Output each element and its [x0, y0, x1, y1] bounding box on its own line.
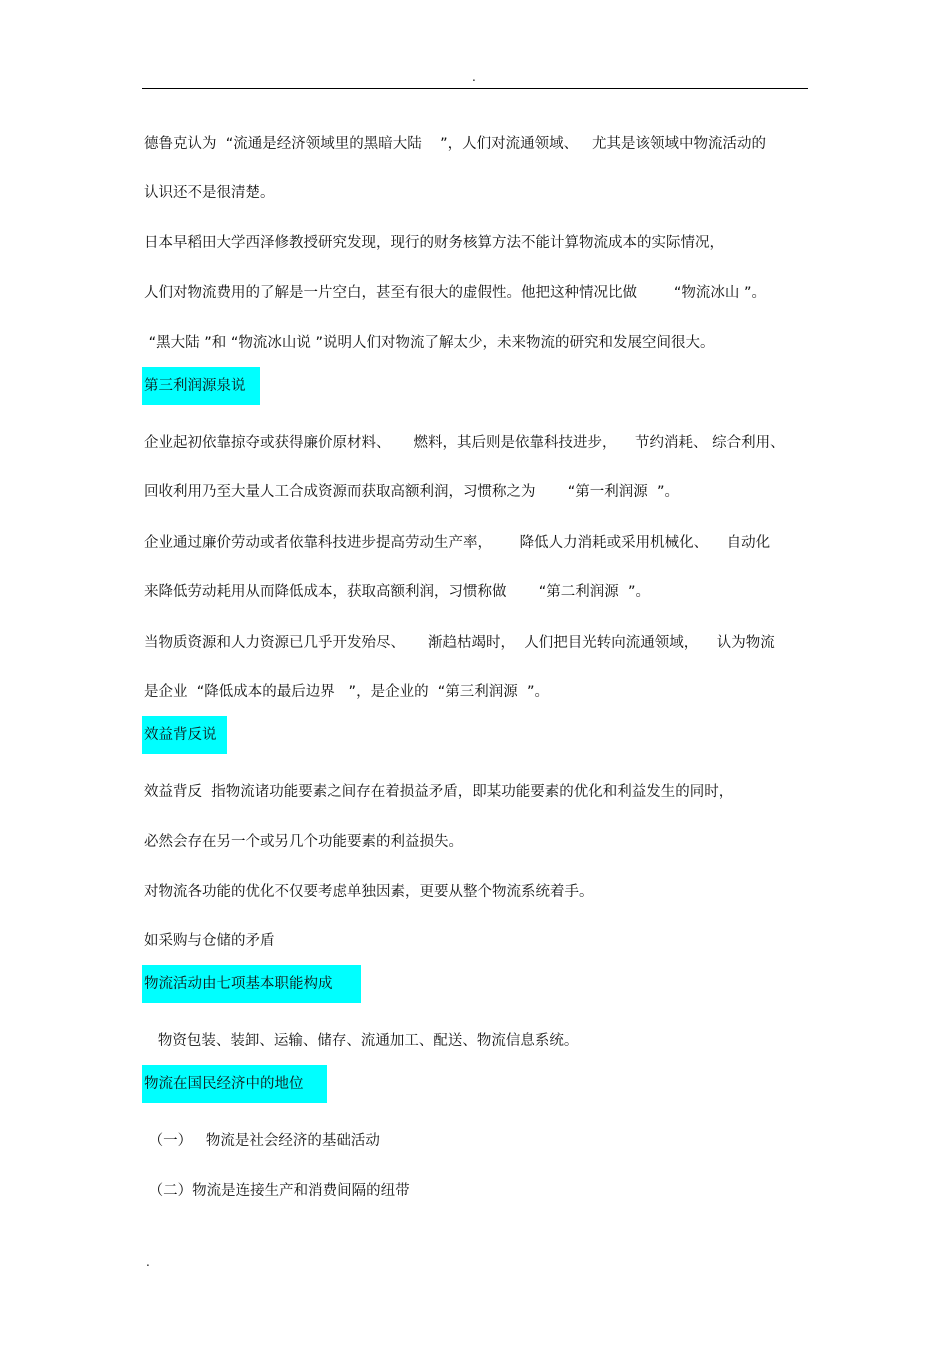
- header-mark: .: [472, 70, 476, 84]
- para-drucker-line1: 德鲁克认为 “流通是经济领域里的黑暗大陆 ”，人们对流通领域、 尤其是该领域中物流活动的: [144, 136, 767, 152]
- list-item-2: （二）物流是连接生产和消费间隔的纽带: [144, 1183, 410, 1199]
- list-item-1: （一） 物流是社会经济的基础活动: [144, 1133, 380, 1149]
- para-first-profit-line1: 企业起初依靠掠夺或获得廉价原材料、 燃料，其后则是依靠科技进步， 节约消耗、 综合利用、: [144, 435, 785, 451]
- para-optimization-line1: 对物流各功能的优化不仅要考虑单独因素，更要从整个物流系统着手。: [144, 884, 594, 900]
- para-second-profit-line2: 来降低劳动耗用从而降低成本，获取高额利润，习惯称做 “第二利润源 ”。: [144, 584, 651, 600]
- para-trade-off-line1: 效益背反 指物流诸功能要素之间存在着损益矛盾，即某功能要素的优化和利益发生的同时，: [144, 784, 734, 800]
- para-summary-line1: “黑大陆 ”和 “物流冰山说 ”说明人们对物流了解太少，未来物流的研究和发展空间很大。: [144, 335, 715, 351]
- para-example-line1: 如采购与仓储的矛盾: [144, 933, 275, 949]
- para-first-profit-line2: 回收利用乃至大量人工合成资源而获取高额利润，习惯称之为 “第一利润源 ”。: [144, 484, 680, 500]
- para-nishizawa-line1: 日本早稻田大学西泽修教授研究发现，现行的财务核算方法不能计算物流成本的实际情况，: [144, 235, 724, 251]
- heading-economic-status: 物流在国民经济中的地位: [142, 1065, 327, 1103]
- heading-third-profit-source: 第三利润源泉说: [142, 367, 260, 405]
- heading-trade-off: 效益背反说: [142, 716, 227, 754]
- para-trade-off-line2: 必然会存在另一个或另几个功能要素的利益损失。: [144, 834, 463, 850]
- header-rule: [142, 88, 808, 89]
- para-third-profit-line2: 是企业 “降低成本的最后边界 ”，是企业的 “第三利润源 ”。: [144, 684, 550, 700]
- heading-seven-functions: 物流活动由七项基本职能构成: [142, 965, 361, 1003]
- para-drucker-line2: 认识还不是很清楚。: [144, 185, 275, 201]
- para-second-profit-line1: 企业通过廉价劳动或者依靠科技进步提高劳动生产率， 降低人力消耗或采用机械化、 自动化: [144, 535, 771, 551]
- footer-mark: .: [146, 1255, 150, 1269]
- para-nishizawa-line2: 人们对物流费用的了解是一片空白，甚至有很大的虚假性。他把这种情况比做 “物流冰山 ”。: [144, 285, 767, 301]
- para-functions-list: 物资包装、装卸、运输、储存、流通加工、配送、物流信息系统。: [144, 1033, 579, 1049]
- para-third-profit-line1: 当物质资源和人力资源已几乎开发殆尽、 渐趋枯竭时， 人们把目光转向流通领域， 认为物流: [144, 635, 775, 651]
